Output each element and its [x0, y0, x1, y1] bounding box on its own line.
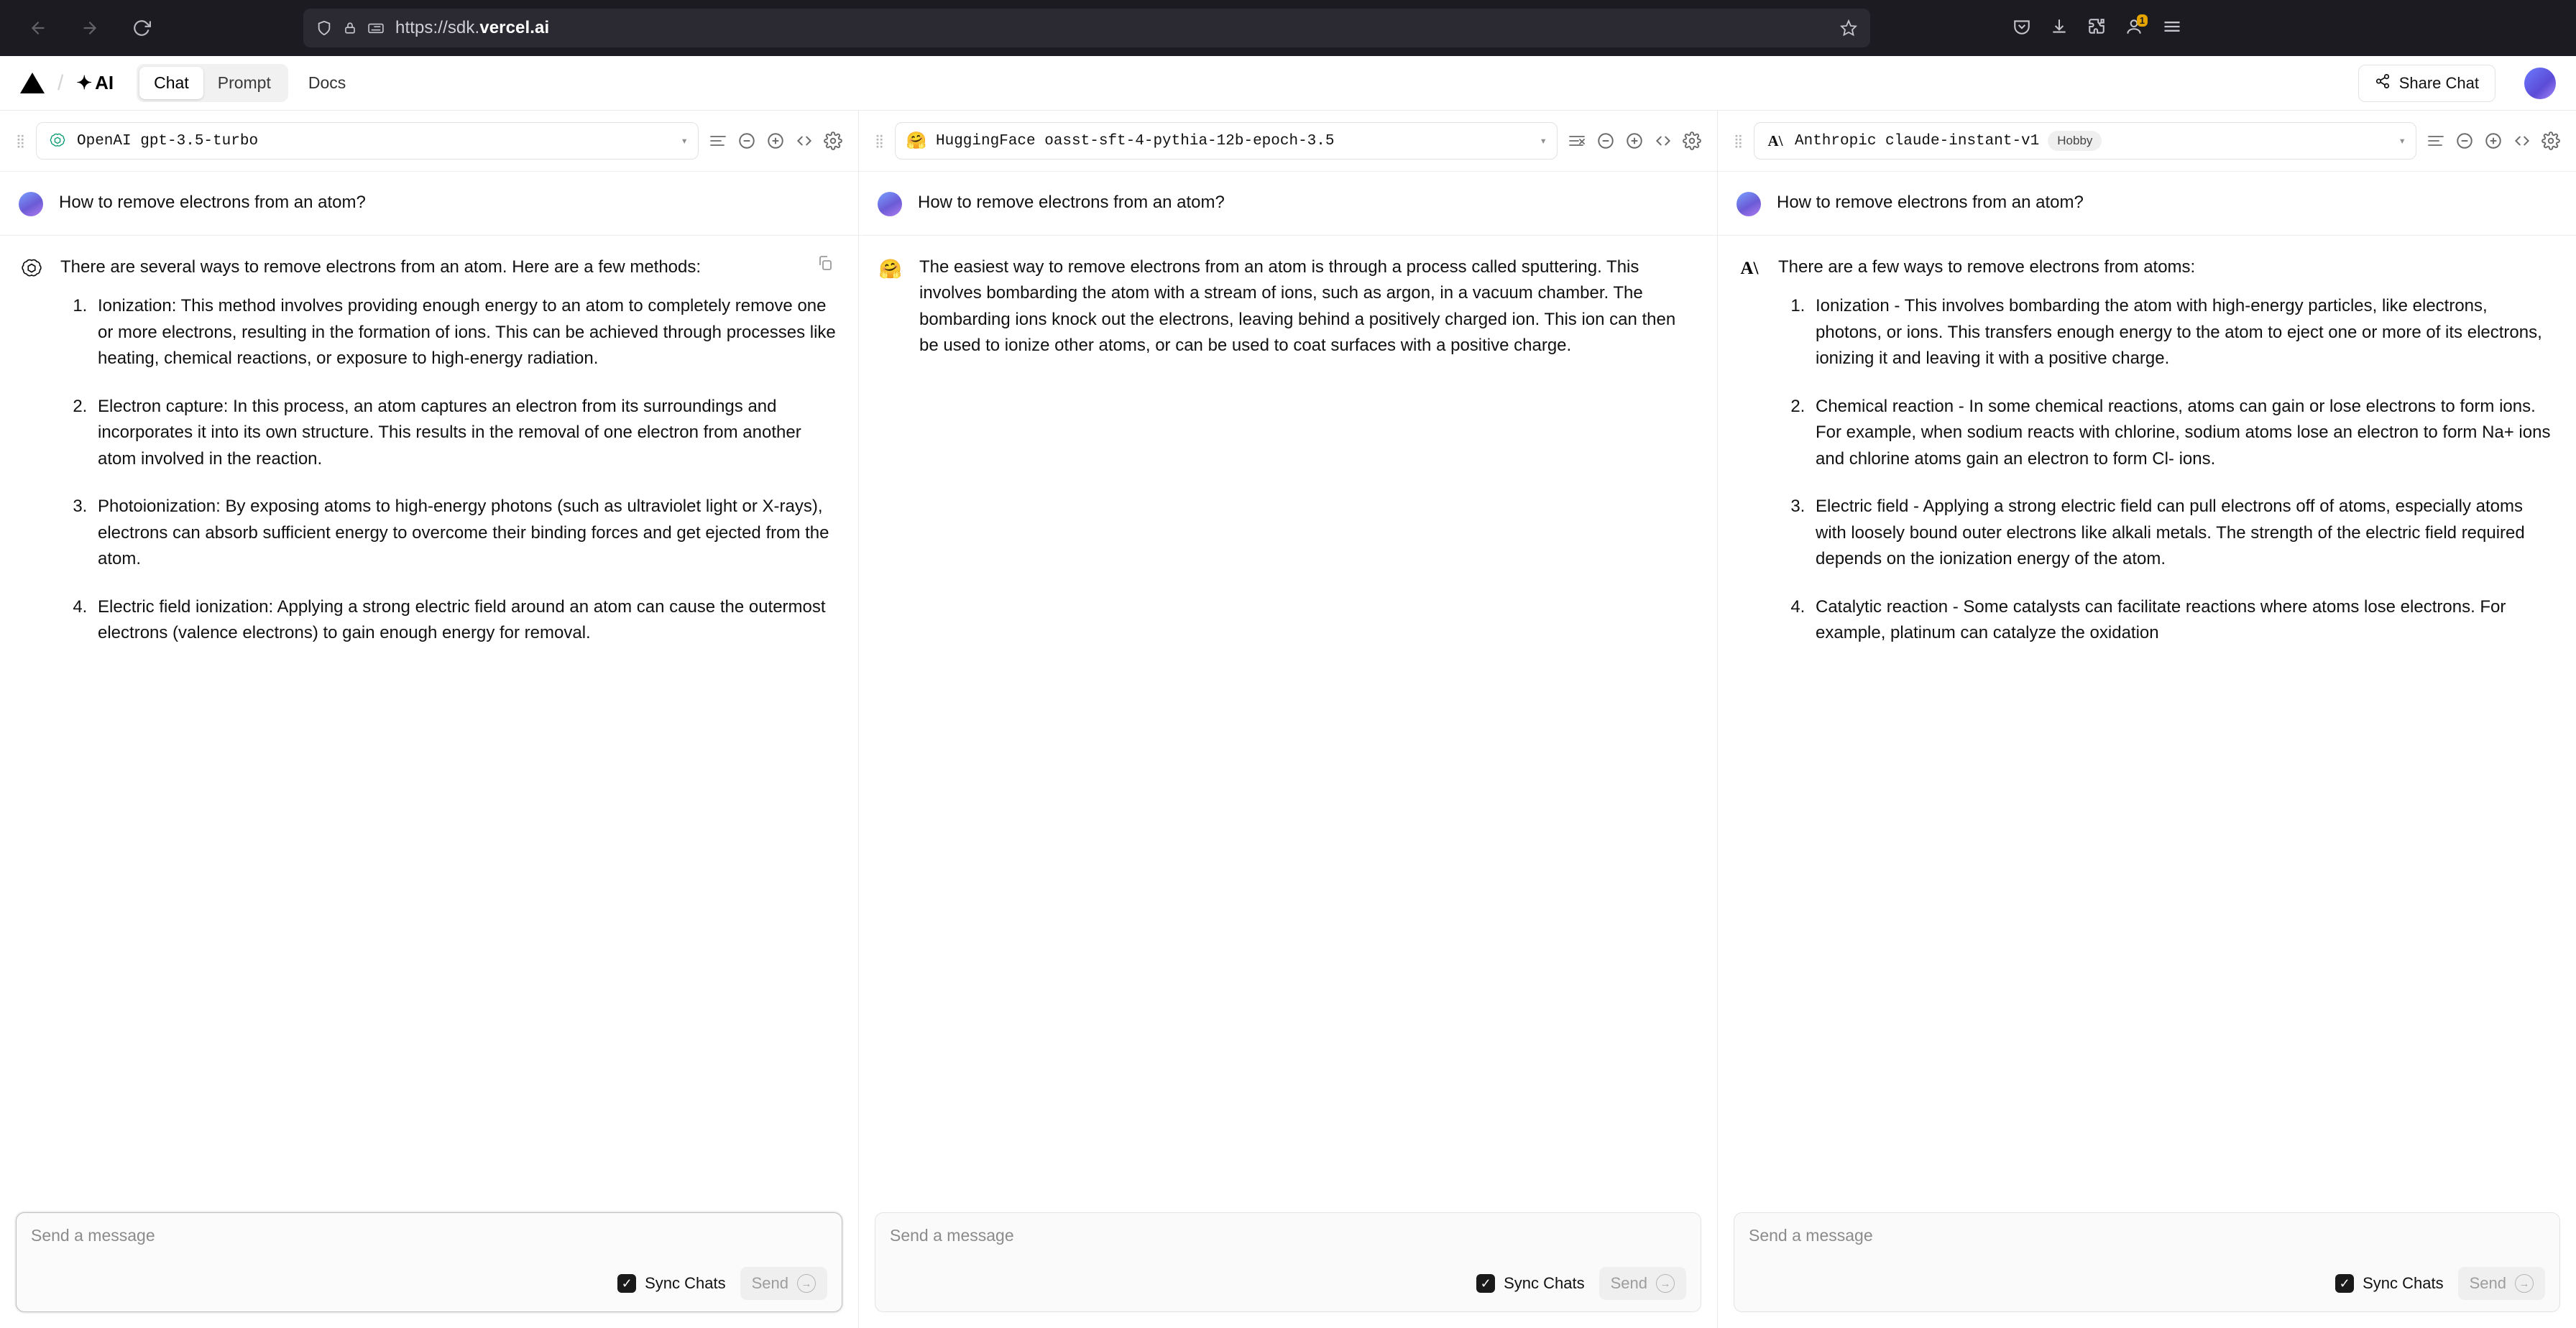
lock-icon: [344, 22, 356, 34]
chevron-down-icon[interactable]: ▾: [2398, 135, 2406, 148]
user-message-text: How to remove electrons from an atom?: [59, 193, 366, 212]
settings-icon[interactable]: [2542, 132, 2560, 150]
list-item: 3. Electric field - Applying a strong electric field can pull electrons off of atoms, especially atoms with loosely bound outer electrons like alkali metals. The strength of the electric field required depends on the ionization energy of the atom.: [1810, 494, 2557, 572]
composer-actions: [1749, 1267, 2545, 1300]
settings-icon[interactable]: [1683, 132, 1701, 150]
message-input-placeholder[interactable]: Send a message: [1749, 1226, 1873, 1245]
message-composer[interactable]: [875, 1212, 1701, 1312]
account-icon[interactable]: [2125, 14, 2145, 40]
tab-chat[interactable]: Chat: [139, 67, 203, 99]
tab-prompt[interactable]: Prompt: [217, 73, 271, 92]
model-selector[interactable]: [36, 122, 699, 160]
list-item: 3. Photoionization: By exposing atoms to high-energy photons (such as ultraviolet light or X-rays), electrons can absorb sufficient energy to overcome their binding forces and get ejected from the atom.: [92, 494, 840, 572]
list-item: 4. Electric field ionization: Applying a strong electric field around an atom can cause the outermost electrons (valence electrons) to gain enough energy for removal.: [92, 594, 840, 647]
checkbox-checked-icon[interactable]: ✓: [1476, 1274, 1495, 1293]
add-column-icon[interactable]: [1625, 132, 1644, 150]
permissions-icon: [368, 22, 384, 34]
message-composer[interactable]: [1734, 1212, 2560, 1312]
address-bar[interactable]: [303, 9, 1870, 47]
chat-column-openai: [0, 111, 859, 1328]
mode-switch: [137, 64, 288, 102]
code-icon[interactable]: [1654, 132, 1673, 150]
response-intro: The easiest way to remove electrons from an atom is through a process called sputtering. This involves bombarding the atom with a stream of ions, such as argon, in a vacuum chamber. The bombarding ions knock out the electrons, leaving behind a positively charged ion. This ion can then be used to ionize other atoms, or can be used to coat surfaces with a positive charge.: [919, 257, 1676, 356]
remove-column-icon[interactable]: [737, 132, 756, 150]
avatar: [878, 192, 902, 216]
remove-column-icon[interactable]: [1596, 132, 1615, 150]
response-list: [1810, 293, 2557, 646]
response-intro: There are a few ways to remove electrons from atoms:: [1778, 257, 2196, 277]
model-selector[interactable]: [1754, 122, 2416, 160]
huggingface-icon: 🤗: [878, 257, 903, 280]
sync-chats-label: Sync Chats: [2363, 1274, 2444, 1292]
list-item: 2. Electron capture: In this process, an atom captures an electron from its surroundings and incorporates it into its own structure. This results in the removal of one electron from another atom involved in the reaction.: [92, 394, 840, 472]
sync-chats-checkbox[interactable]: [617, 1274, 726, 1293]
notification-badge: 1: [2137, 14, 2148, 27]
send-arrow-icon: →: [1656, 1274, 1675, 1293]
message-input-placeholder[interactable]: Send a message: [890, 1226, 1014, 1245]
user-message-row: [0, 172, 858, 236]
settings-icon[interactable]: [824, 132, 842, 150]
drag-handle-icon[interactable]: ⣿: [16, 133, 26, 148]
list-item: 2. Chemical reaction - In some chemical reactions, atoms can gain or lose electrons to form ions. For example, when sodium reacts with chlorine, sodium atoms lose an electron to form Na+ ions and chlorine atoms gain an electron to form Cl- ions.: [1810, 394, 2557, 472]
code-icon[interactable]: [795, 132, 814, 150]
add-column-icon[interactable]: [2484, 132, 2503, 150]
composer-actions: [890, 1267, 1686, 1300]
avatar: [19, 192, 43, 216]
extensions-icon[interactable]: [2087, 17, 2106, 40]
avatar: [1736, 192, 1761, 216]
assistant-message-row: [859, 236, 1717, 1212]
checkbox-checked-icon[interactable]: ✓: [2335, 1274, 2354, 1293]
drag-handle-icon[interactable]: ⣿: [875, 133, 885, 148]
sync-chats-label: Sync Chats: [645, 1274, 726, 1292]
docs-link[interactable]: Docs: [308, 73, 346, 92]
clear-messages-icon[interactable]: [1568, 133, 1586, 149]
shield-icon: [316, 20, 332, 36]
send-button[interactable]: [2458, 1267, 2545, 1300]
app-header: [0, 56, 2576, 111]
share-icon: [2375, 73, 2391, 93]
star-icon[interactable]: [1840, 19, 1857, 37]
code-icon[interactable]: [2513, 132, 2531, 150]
ai-logo[interactable]: [76, 72, 114, 94]
breadcrumb-separator: /: [58, 70, 64, 95]
send-button-label: Send: [751, 1274, 788, 1292]
user-message-text: How to remove electrons from an atom?: [918, 193, 1225, 212]
chat-column-anthropic: [1718, 111, 2576, 1328]
forward-arrow-icon[interactable]: [70, 9, 109, 47]
reload-icon[interactable]: [122, 9, 161, 47]
checkbox-checked-icon[interactable]: ✓: [617, 1274, 636, 1293]
anthropic-icon: A\: [1740, 259, 1759, 278]
chevron-down-icon[interactable]: ▾: [1540, 135, 1547, 148]
user-message-row: [1718, 172, 2576, 236]
add-column-icon[interactable]: [766, 132, 785, 150]
vercel-triangle-logo[interactable]: [20, 73, 45, 93]
openai-icon: [47, 130, 68, 152]
send-button[interactable]: [740, 1267, 827, 1300]
back-arrow-icon[interactable]: [19, 9, 58, 47]
user-message-text: How to remove electrons from an atom?: [1777, 193, 2084, 212]
plan-badge: Hobby: [2048, 131, 2102, 151]
list-item: 1. Ionization: This method involves providing enough energy to an atom to completely remove one or more electrons, resulting in the formation of ions. This can be achieved through processes like heating, chemical reactions, or exposure to high-energy radiation.: [92, 293, 840, 372]
column-toolbar: [859, 111, 1717, 172]
browser-toolbar-right: [2012, 14, 2182, 40]
send-button-label: Send: [2469, 1274, 2506, 1292]
chat-column-huggingface: [859, 111, 1718, 1328]
chat-columns: [0, 111, 2576, 1328]
list-item: 4. Catalytic reaction - Some catalysts can facilitate reactions where atoms lose electrons. For example, platinum can catalyze the oxidation: [1810, 594, 2557, 647]
send-arrow-icon: →: [797, 1274, 816, 1293]
copy-icon[interactable]: [816, 254, 834, 275]
ai-label: AI: [95, 72, 114, 93]
clear-messages-icon[interactable]: [2426, 133, 2445, 149]
send-arrow-icon: →: [2515, 1274, 2534, 1293]
share-chat-label: Share Chat: [2398, 73, 2479, 92]
message-input-placeholder[interactable]: Send a message: [31, 1226, 155, 1245]
remove-column-icon[interactable]: [2455, 132, 2474, 150]
assistant-response: [60, 254, 840, 668]
clear-messages-icon[interactable]: [709, 133, 727, 149]
model-name: OpenAI gpt-3.5-turbo: [77, 132, 259, 149]
send-button-label: Send: [1610, 1274, 1647, 1292]
menu-icon[interactable]: [2162, 17, 2182, 40]
pocket-icon[interactable]: [2012, 17, 2031, 40]
send-button[interactable]: [1599, 1267, 1686, 1300]
assistant-message-row: [0, 236, 858, 1212]
anthropic-icon: A\: [1767, 132, 1783, 149]
huggingface-icon: 🤗: [906, 130, 927, 152]
drag-handle-icon[interactable]: ⣿: [1734, 133, 1744, 148]
message-composer[interactable]: [16, 1212, 842, 1312]
avatar[interactable]: [2524, 68, 2556, 99]
chevron-down-icon[interactable]: ▾: [681, 135, 688, 148]
model-name: HuggingFace oasst-sft-4-pythia-12b-epoch-3.5: [936, 132, 1335, 149]
assistant-message-row: [1718, 236, 2576, 1212]
column-toolbar: [0, 111, 858, 172]
browser-chrome: [0, 0, 2576, 56]
model-selector[interactable]: [895, 122, 1558, 160]
share-chat-button[interactable]: [2358, 65, 2496, 102]
list-item: 1. Ionization - This involves bombarding the atom with high-energy particles, like electrons, photons, or ions. This transfers enough energy to the atom to eject one or more of its electrons, ionizing it and leaving it with a positive charge.: [1810, 293, 2557, 372]
composer-actions: [31, 1267, 827, 1300]
sync-chats-checkbox[interactable]: [1476, 1274, 1585, 1293]
sync-chats-label: Sync Chats: [1504, 1274, 1585, 1292]
user-message-row: [859, 172, 1717, 236]
assistant-response: [919, 254, 1698, 372]
model-name: Anthropic claude-instant-v1: [1795, 132, 2040, 149]
sparkle-icon: ✦: [76, 72, 93, 93]
assistant-response: [1778, 254, 2557, 668]
url-text: https://sdk.vercel.ai: [395, 18, 550, 37]
downloads-icon[interactable]: [2050, 17, 2069, 40]
response-intro: There are several ways to remove electrons from an atom. Here are a few methods:: [60, 257, 702, 277]
response-list: [92, 293, 840, 646]
openai-icon: [19, 256, 45, 282]
sync-chats-checkbox[interactable]: [2335, 1274, 2444, 1293]
column-toolbar: [1718, 111, 2576, 172]
